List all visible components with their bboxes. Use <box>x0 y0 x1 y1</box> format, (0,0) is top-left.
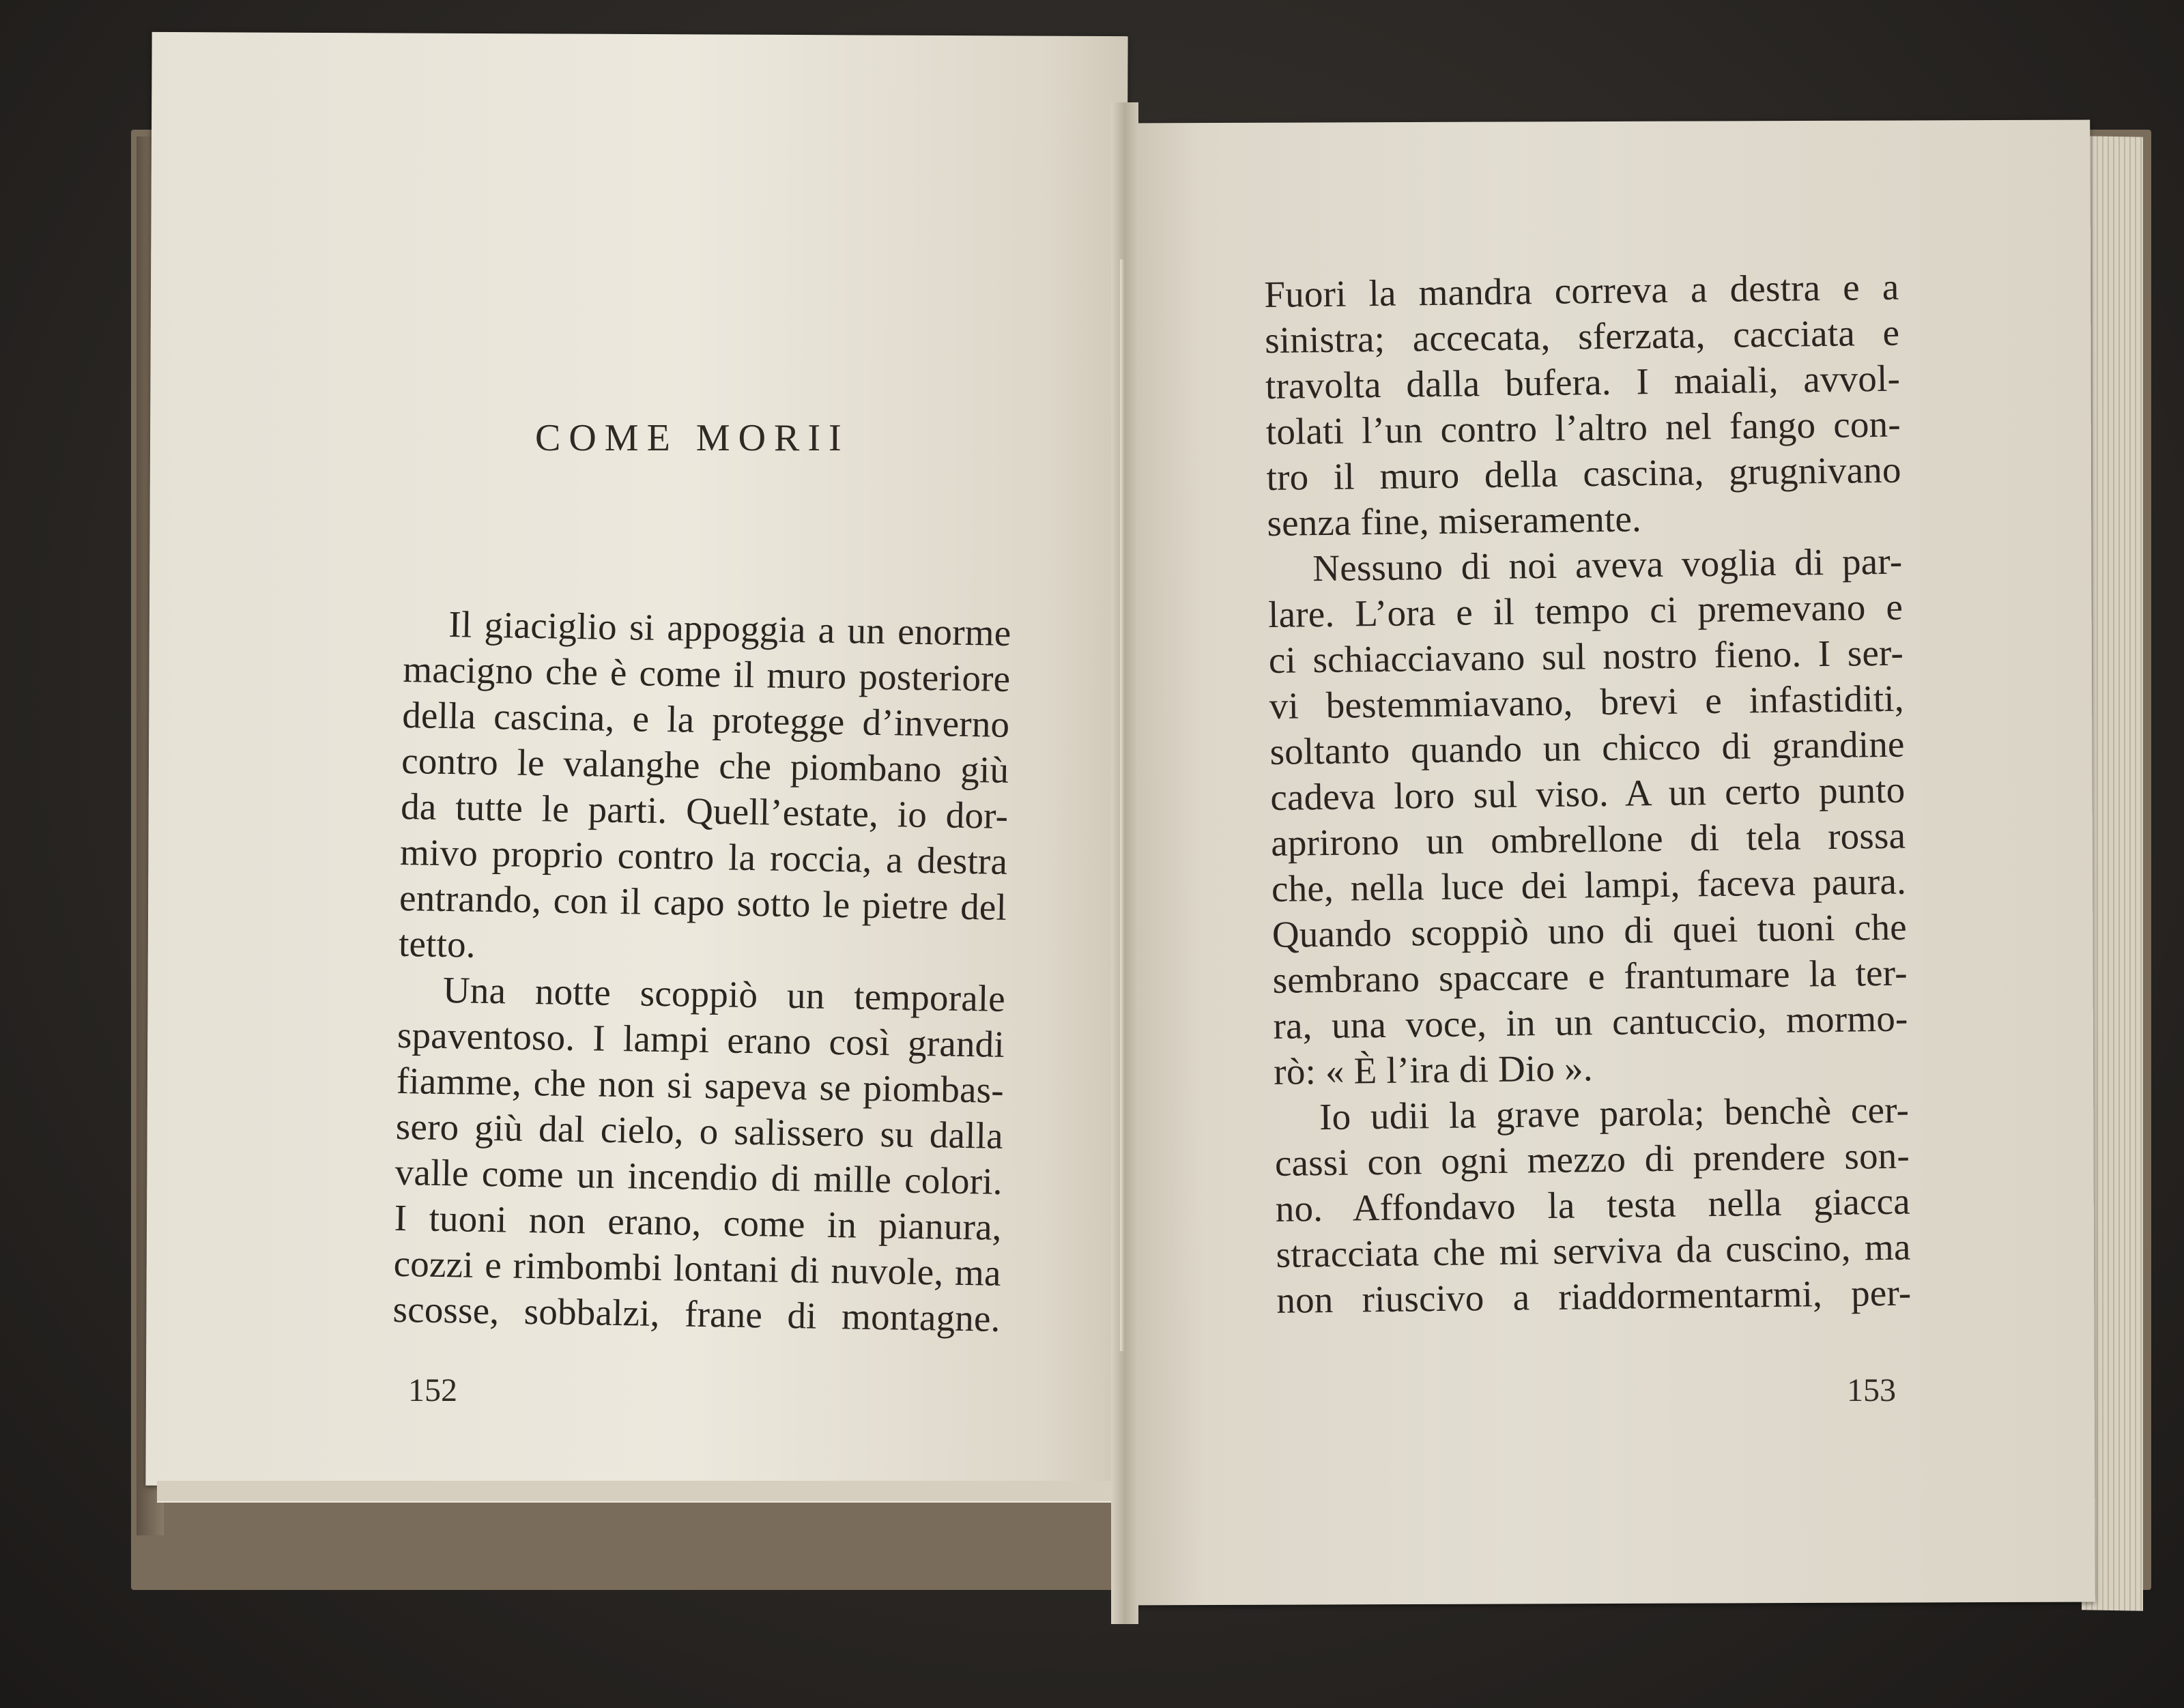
paragraph <box>1264 264 1902 546</box>
text-line: da tutte le parti. Quell’estate, io dor- <box>400 785 1009 837</box>
page-number-left: 152 <box>408 1372 457 1408</box>
text-line: che, nella luce dei lampi, faceva paura. <box>1271 860 1907 910</box>
text-line: tolati l’un contro l’altro nel fango con- <box>1265 403 1901 452</box>
book-gutter <box>1111 102 1138 1624</box>
text-line: stracciata che mi serviva da cuscino, ma <box>1276 1226 1911 1275</box>
text-line: travolta dalla bufera. I maiali, avvol- <box>1265 357 1901 407</box>
paragraph <box>392 966 1005 1342</box>
text-line: cozzi e rimbombi lontani di nuvole, ma <box>393 1242 1002 1294</box>
text-line: spaventoso. I lampi erano così grandi <box>397 1013 1005 1065</box>
text-line: macigno che è come il muro posteriore <box>402 648 1011 699</box>
right-page-body <box>1264 264 1912 1323</box>
text-line: Io udii la grave parola; benchè cer- <box>1319 1088 1910 1138</box>
text-line: aprirono un ombrellone di tela rossa <box>1270 814 1906 864</box>
text-line: tetto. <box>398 922 476 966</box>
text-line: cassi con ogni mezzo di prendere son- <box>1274 1134 1910 1184</box>
text-line: cadeva loro sul viso. A un certo punto <box>1270 768 1906 818</box>
text-line: non riuscivo a riaddormentarmi, per- <box>1276 1271 1912 1321</box>
page-number-right: 153 <box>1847 1372 1896 1408</box>
text-line: fiamme, che non si sapeva se piombas- <box>396 1059 1005 1111</box>
text-line: I tuoni non erano, come in pianura, <box>394 1196 1003 1248</box>
binding-thread <box>1120 259 1124 1351</box>
text-line: vi bestemmiavano, brevi e infastiditi, <box>1269 677 1905 727</box>
paragraph <box>1274 1087 1912 1323</box>
chapter-title: COME MORII <box>535 417 850 459</box>
text-line: ci schiacciavano sul nostro fieno. I ser- <box>1268 631 1904 681</box>
text-line: entrando, con il capo sotto le pietre del <box>399 876 1007 928</box>
text-line: lare. L’ora e il tempo ci premevano e <box>1267 585 1903 635</box>
left-page-body <box>392 600 1011 1342</box>
text-line: rò: « È l’ira di Dio ». <box>1273 1047 1594 1092</box>
text-line: Fuori la mandra correva a destra e a <box>1264 265 1899 315</box>
text-line: sero giù dal cielo, o salissero su dalla <box>395 1105 1004 1157</box>
text-line: scosse, sobbalzi, frane di montagne. <box>392 1288 1001 1340</box>
text-line: ra, una voce, in un cantuccio, mormo- <box>1273 997 1908 1047</box>
text-line: tro il muro della cascina, grugnivano <box>1266 448 1901 498</box>
text-line: contro le valanghe che piombano giù <box>401 739 1009 791</box>
text-line: Una notte scoppiò un temporale <box>442 968 1006 1019</box>
text-line: Quando scoppiò uno di quei tuoni che <box>1271 906 1908 955</box>
page-stack-edge-bottom <box>157 1481 1126 1503</box>
text-line: sembrano spaccare e frantumare la ter- <box>1272 951 1908 1001</box>
text-line: no. Affondavo la testa nella giacca <box>1275 1180 1911 1230</box>
text-line: senza fine, miseramente. <box>1267 497 1642 544</box>
text-line: soltanto quando un chicco di grandine <box>1269 723 1905 772</box>
text-line: della cascina, e la protegge d’inverno <box>401 693 1010 745</box>
text-line: valle come un incendio di mille colori. <box>394 1150 1003 1202</box>
paragraph <box>399 600 1011 976</box>
text-line: mivo proprio contro la roccia, a destra <box>399 830 1008 882</box>
text-line: Il giaciglio si appoggia a un enorme <box>448 603 1011 654</box>
paragraph <box>1267 538 1909 1095</box>
text-line: Nessuno di noi aveva voglia di par- <box>1312 540 1903 590</box>
text-line: sinistra; accecata, sferzata, cacciata e <box>1264 311 1900 361</box>
